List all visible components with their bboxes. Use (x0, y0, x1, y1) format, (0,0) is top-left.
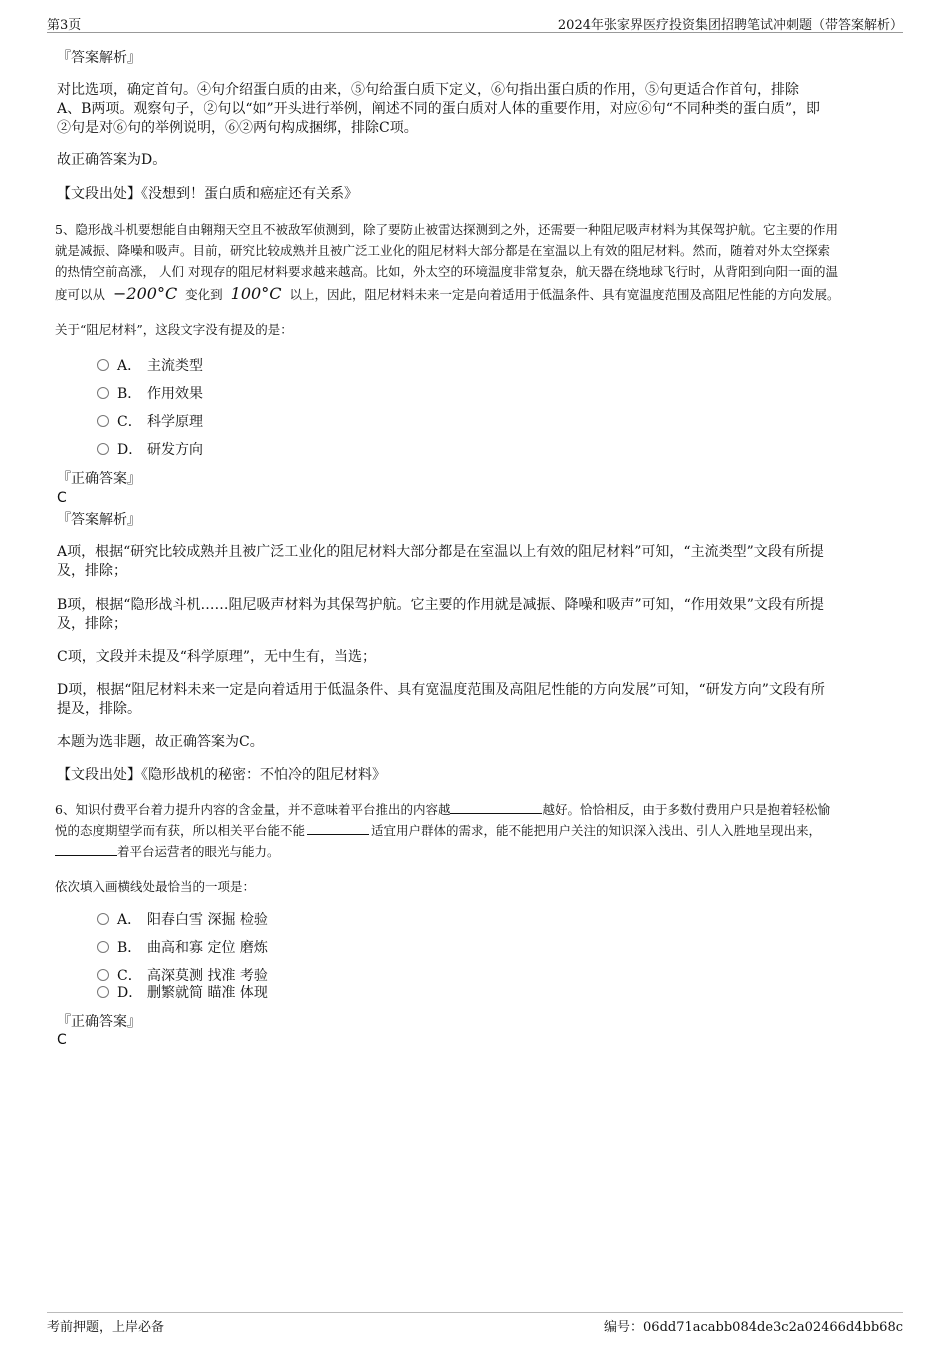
q5-stem-text: 变化到 (185, 287, 223, 302)
q6-stem-line: 6、知识付费平台着力提升内容的含金量，并不意味着平台推出的内容越 越好。恰恰相反，由于多数付费用户只是抱着轻松愉 (55, 802, 830, 817)
q5-analysis-line: D项，根据“阻尼材料未来一定是向着适用于低温条件、具有宽温度范围及高阻尼性能的方向发展”可知，“研发方向”文段有所 (57, 682, 825, 698)
q4-analysis-line: ②句是对⑥句的举例说明，⑥②两句构成捆绑，排除C项。 (57, 120, 418, 136)
q5-source: 【文段出处】《隐形战机的秘密：不怕冷的阻尼材料》 (57, 767, 386, 783)
q5-option-d[interactable]: D． 研发方向 (97, 440, 203, 460)
radio-icon[interactable] (97, 387, 109, 399)
q4-conclusion: 故正确答案为D。 (57, 152, 167, 168)
q6-option-b[interactable]: B． 曲高和寡 定位 磨炼 (97, 938, 268, 958)
page-footer (47, 1312, 903, 1335)
fill-blank-2 (307, 822, 369, 835)
q5-option-c[interactable]: C． 科学原理 (97, 412, 203, 432)
radio-icon[interactable] (97, 359, 109, 371)
fill-blank-3 (55, 843, 117, 856)
q5-analysis-line: B项，根据“隐形战斗机……阻尼吸声材料为其保驾护航。它主要的作用就是减振、降噪和吸声”可知，“作用效果”文段有所提 (57, 597, 824, 613)
q4-analysis-line: 对比选项，确定首句。④句介绍蛋白质的由来，⑤句给蛋白质下定义，⑥句指出蛋白质的作用，⑤句更适合作首句，排除 (57, 82, 799, 98)
q5-answer-label: 『正确答案』 (57, 471, 141, 487)
document-title: 2024年张家界医疗投资集团招聘笔试冲刺题（带答案解析） (557, 18, 903, 33)
q5-analysis-line: C项，文段并未提及“科学原理”，无中生有，当选； (57, 649, 377, 665)
radio-icon[interactable] (97, 941, 109, 953)
radio-icon[interactable] (97, 913, 109, 925)
radio-icon[interactable] (97, 415, 109, 427)
q5-stem-text: 以上，因此，阻尼材料未来一定是向着适用于低温条件、具有宽温度范围及高阻尼性能的方向发展。 (289, 287, 840, 302)
q4-analysis-label: 『答案解析』 (57, 50, 141, 66)
q6-option-d[interactable]: D． 删繁就简 瞄准 体现 (97, 983, 268, 1003)
q6-question: 依次填入画横线处最恰当的一项是： (55, 879, 256, 894)
q5-analysis-line: 及，排除； (57, 563, 127, 579)
q6-answer-label: 『正确答案』 (57, 1014, 141, 1030)
q5-analysis-line: 提及，排除。 (57, 701, 141, 717)
q6-answer: C (57, 1032, 67, 1048)
q5-stem-line: 就是减振、降噪和吸声。目前，研究比较成熟并且被广泛工业化的阻尼材料大部分都是在室温以上有效的阻尼材料。然而，随着对外太空探索 (55, 243, 831, 258)
radio-icon[interactable] (97, 969, 109, 981)
q5-analysis-line: A项，根据“研究比较成熟并且被广泛工业化的阻尼材料大部分都是在室温以上有效的阻尼材料”可知，“主流类型”文段有所提 (57, 544, 824, 560)
page-number: 第3页 (47, 18, 82, 33)
q6-stem-line: 悦的态度期望学而有获，所以相关平台能不能 适宜用户群体的需求，能不能把用户关注的知识深入浅出、引人入胜地呈现出来， (55, 823, 822, 838)
fill-blank-1 (450, 801, 542, 814)
q6-option-c[interactable]: C． 高深莫测 找准 考验 (97, 966, 268, 986)
footer-slogan: 考前押题，上岸必备 (47, 1320, 165, 1335)
temperature-high: 100°C (230, 284, 282, 303)
q5-analysis-label: 『答案解析』 (57, 512, 141, 528)
q5-stem-text: 度可以从 (55, 287, 106, 302)
q6-stem-line: 着平台运营者的眼光与能力。 (55, 840, 895, 863)
q5-stem-line (55, 282, 895, 306)
q5-answer: C (57, 490, 67, 506)
q6-option-a[interactable]: A． 阳春白雪 深掘 检验 (97, 910, 268, 930)
q5-option-a[interactable]: A． 主流类型 (97, 356, 203, 376)
page-header (47, 12, 903, 33)
q5-option-b[interactable]: B． 作用效果 (97, 384, 203, 404)
q5-stem-line: 5、隐形战斗机要想能自由翱翔天空且不被敌军侦测到，除了要防止被雷达探测到之外，还需要一种阻尼吸声材料为其保驾护航。它主要的作用 (55, 222, 838, 237)
radio-icon[interactable] (97, 986, 109, 998)
q4-analysis-line: A、B两项。观察句子，②句以“如”开头进行举例，阐述不同的蛋白质对人体的重要作用，对应⑥句“不同种类的蛋白质”，即 (57, 101, 821, 117)
q5-question: 关于“阻尼材料”，这段文字没有提及的是： (55, 322, 293, 337)
q5-analysis-line: 及，排除； (57, 616, 127, 632)
q5-conclusion: 本题为选非题，故正确答案为C。 (57, 734, 264, 750)
document-id: 编号：06dd71acabb084de3c2a02466d4bb68c (604, 1320, 903, 1335)
temperature-low: −200°C (113, 284, 178, 303)
q5-stem-line: 的热情空前高涨， 人们 对现存的阻尼材料要求越来越高。比如，外太空的环境温度非常复杂，航天器在绕地球飞行时，从背阳到向阳一面的温 (55, 264, 838, 279)
radio-icon[interactable] (97, 443, 109, 455)
q4-source: 【文段出处】《没想到！蛋白质和癌症还有关系》 (57, 186, 358, 202)
